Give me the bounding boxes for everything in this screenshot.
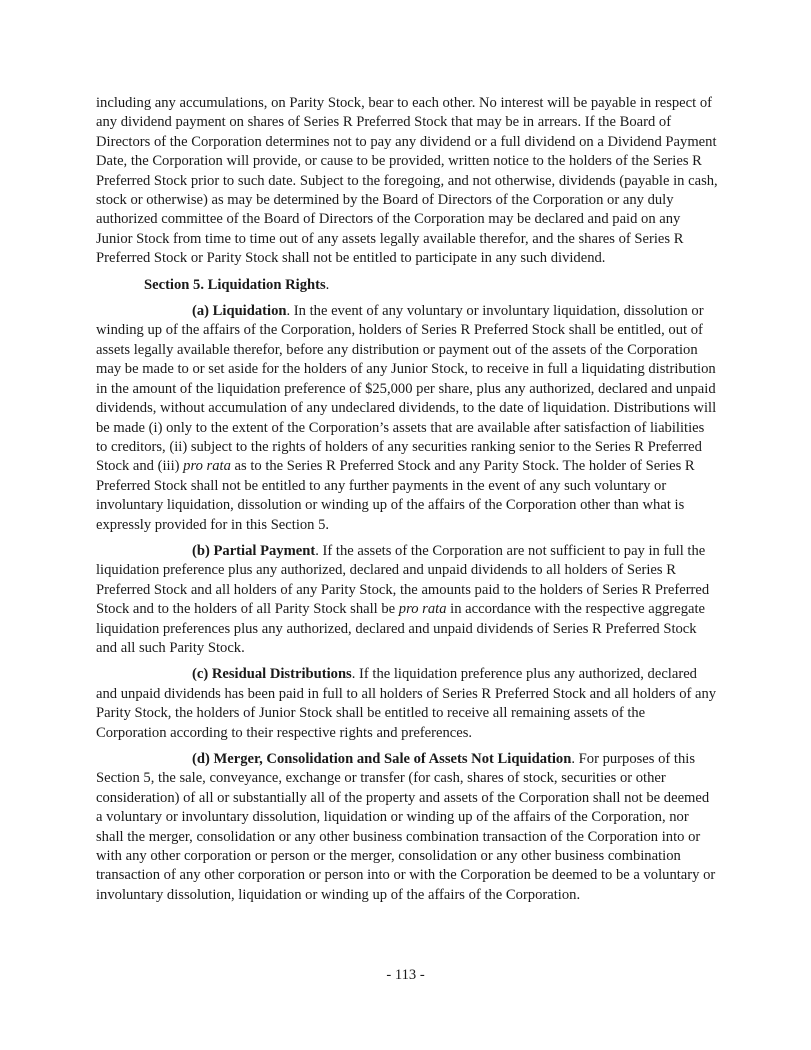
section-heading xyxy=(144,276,718,295)
paragraph-merger xyxy=(96,750,718,905)
section-heading-title: Section 5. Liquidation Rights xyxy=(144,276,326,293)
paragraph-partial-payment xyxy=(96,542,718,658)
page-number: - 113 - xyxy=(386,967,425,983)
partial-payment-italic: pro rata xyxy=(398,601,447,618)
residual-distributions-title: (c) Residual Distributions xyxy=(192,666,352,683)
partial-payment-text-part2: in accordance with the respective aggregate liquidation preferences plus any authorized, declared and unpaid dividends of Series R Preferred Stock and all such Parity Stock. xyxy=(96,601,705,656)
liquidation-text-part2: as to the Series R Preferred Stock and any Parity Stock. The holder of Series R Preferred Stock shall not be entitled to any further payments in the event of any such voluntary or involuntary liquidation, dissolution or winding up of the affairs of the Corporation other than what is expressly provided for in this Section 5. xyxy=(96,458,695,533)
paragraph-liquidation xyxy=(96,302,718,535)
paragraph-residual-distributions xyxy=(96,665,718,743)
merger-title: (d) Merger, Consolidation and Sale of Assets Not Liquidation xyxy=(192,751,572,767)
liquidation-text-part1: . In the event of any voluntary or involuntary liquidation, dissolution or winding up of the affairs of the Corporation, holders of Series R Preferred Stock shall be entitled, out of assets legally available therefor, before any distribution or payment out of the assets of the Corporation may be made to or set aside for the holders of any Junior Stock, to receive in full a liquidating distribution in the amount of the liquidation preference of $25,000 per share, plus any authorized, declared and unpaid dividends, without accumulation of any undeclared dividends, to the date of liquidation. Distributions will be made (i) only to the extent of the Corporation’s assets that are available after satisfaction of liabilities to creditors, (ii) subject to the rights of holders of any securities ranking senior to the Series R Preferred Stock and (iii) xyxy=(96,303,717,475)
liquidation-title: (a) Liquidation xyxy=(192,303,287,320)
merger-text: . For purposes of this Section 5, the sale, conveyance, exchange or transfer (for cash, shares of stock, securities or other consideration) of all or substantially all of the property and assets of the Corporation shall not be deemed a voluntary or involuntary dissolution, liquidation or winding up of the affairs of the Corporation, nor shall the merger, consolidation or any other business combination transaction of the Corporation into or with any other corporation or person or the merger, consolidation or any other business combination transaction of any other corporation or person into or with the Corporation be deemed to be a voluntary or involuntary dissolution, liquidation or winding up of the affairs of the Corporation. xyxy=(96,751,716,903)
liquidation-italic: pro rata xyxy=(183,458,231,475)
residual-distributions-text: . If the liquidation preference plus any authorized, declared and unpaid dividends has been paid in full to all holders of Series R Preferred Stock and all holders of any Parity Stock, the holders of Junior Stock shall be entitled to receive all remaining assets of the Corporation according to their respective rights and preferences. xyxy=(96,666,717,741)
intro-paragraph: including any accumulations, on Parity Stock, bear to each other. No interest will be payable in respect of any dividend payment on shares of Series R Preferred Stock that may be in arrears. If the Board of Directors of the Corporation determines not to pay any dividend or a full dividend on a Dividend Payment Date, the Corporation will provide, or cause to be provided, written notice to the holders of the Series R Preferred Stock prior to such date. Subject to the foregoing, and not otherwise, dividends (payable in cash, stock or otherwise) as may be determined by the Board of Directors of the Corporation or any duly authorized committee of the Board of Directors of the Corporation may be declared and paid on any Junior Stock from time to time out of any assets legally available therefor, and the shares of Series R Preferred Stock or Parity Stock shall not be entitled to participate in any such dividend. xyxy=(96,95,718,267)
partial-payment-text-part1: . If the assets of the Corporation are not sufficient to pay in full the liquidation preference plus any authorized, declared and unpaid dividends to all holders of Series R Preferred Stock and all holders of any Parity Stock, the amounts paid to the holders of Series R Preferred Stock and to the holders of all Parity Stock shall be xyxy=(96,542,710,618)
document-body xyxy=(96,94,718,912)
partial-payment-title: (b) Partial Payment xyxy=(192,542,316,559)
section-heading-punct: . xyxy=(325,276,330,293)
